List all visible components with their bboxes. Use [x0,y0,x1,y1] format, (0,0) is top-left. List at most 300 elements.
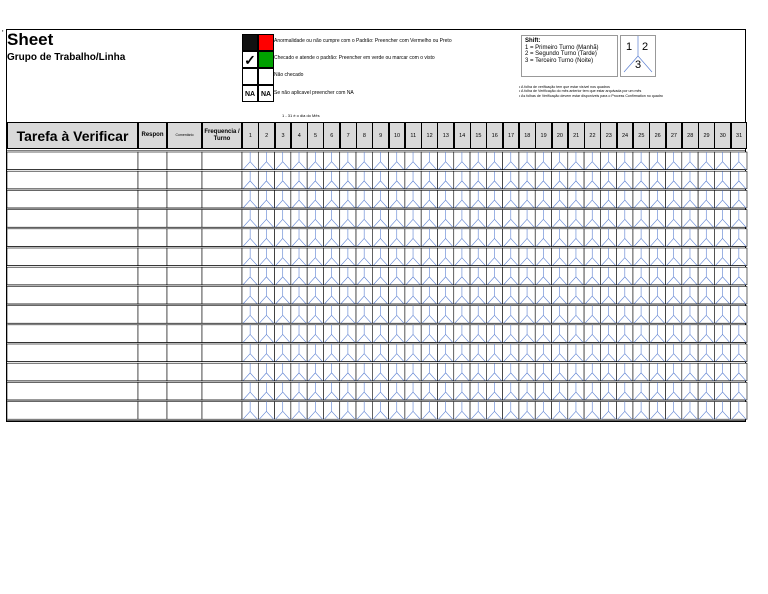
day-cell-23[interactable] [600,248,616,266]
day-cell-3[interactable] [275,210,291,228]
day-cell-19[interactable] [535,267,551,285]
day-cell-12[interactable] [421,382,437,400]
day-cell-4[interactable] [291,363,307,381]
day-cell-7[interactable] [340,229,356,247]
day-cell-14[interactable] [454,267,470,285]
day-cell-11[interactable] [405,402,421,420]
frequencia-cell[interactable] [202,344,242,362]
day-cell-18[interactable] [519,306,535,324]
day-cell-12[interactable] [421,344,437,362]
day-cell-25[interactable] [633,267,649,285]
day-cell-21[interactable] [568,267,584,285]
day-cell-10[interactable] [389,306,405,324]
comentario-cell[interactable] [167,190,202,208]
day-cell-29[interactable] [698,210,714,228]
day-cell-17[interactable] [503,363,519,381]
day-cell-16[interactable] [486,382,502,400]
day-cell-7[interactable] [340,306,356,324]
day-cell-10[interactable] [389,229,405,247]
day-cell-18[interactable] [519,152,535,170]
day-cell-29[interactable] [698,325,714,343]
day-cell-14[interactable] [454,210,470,228]
day-cell-31[interactable] [731,325,747,343]
day-cell-13[interactable] [437,402,453,420]
day-cell-3[interactable] [275,344,291,362]
day-cell-6[interactable] [323,344,339,362]
day-cell-24[interactable] [617,152,633,170]
day-cell-23[interactable] [600,267,616,285]
day-cell-11[interactable] [405,152,421,170]
day-cell-28[interactable] [682,382,698,400]
day-cell-23[interactable] [600,210,616,228]
day-cell-2[interactable] [258,190,274,208]
day-cell-14[interactable] [454,382,470,400]
day-cell-9[interactable] [372,344,388,362]
day-cell-8[interactable] [356,190,372,208]
day-cell-11[interactable] [405,171,421,189]
respon-cell[interactable] [138,267,167,285]
day-cell-20[interactable] [552,171,568,189]
day-cell-4[interactable] [291,325,307,343]
day-cell-28[interactable] [682,325,698,343]
day-cell-29[interactable] [698,267,714,285]
day-cell-14[interactable] [454,325,470,343]
day-cell-11[interactable] [405,267,421,285]
day-cell-12[interactable] [421,210,437,228]
day-cell-21[interactable] [568,152,584,170]
day-cell-24[interactable] [617,171,633,189]
day-cell-2[interactable] [258,267,274,285]
day-cell-21[interactable] [568,402,584,420]
day-cell-17[interactable] [503,152,519,170]
respon-cell[interactable] [138,190,167,208]
day-cell-18[interactable] [519,382,535,400]
day-cell-5[interactable] [307,210,323,228]
day-cell-20[interactable] [552,229,568,247]
day-cell-1[interactable] [242,325,258,343]
day-cell-21[interactable] [568,382,584,400]
day-cell-3[interactable] [275,325,291,343]
day-cell-11[interactable] [405,382,421,400]
day-cell-23[interactable] [600,286,616,304]
day-cell-27[interactable] [666,382,682,400]
day-cell-25[interactable] [633,325,649,343]
day-cell-23[interactable] [600,325,616,343]
day-cell-8[interactable] [356,286,372,304]
day-cell-27[interactable] [666,152,682,170]
day-cell-5[interactable] [307,171,323,189]
day-cell-13[interactable] [437,229,453,247]
day-cell-26[interactable] [649,190,665,208]
day-cell-28[interactable] [682,229,698,247]
respon-cell[interactable] [138,286,167,304]
day-cell-26[interactable] [649,363,665,381]
day-cell-10[interactable] [389,248,405,266]
day-cell-13[interactable] [437,382,453,400]
day-cell-26[interactable] [649,382,665,400]
day-cell-22[interactable] [584,402,600,420]
day-cell-15[interactable] [470,363,486,381]
day-cell-20[interactable] [552,286,568,304]
day-cell-6[interactable] [323,152,339,170]
day-cell-13[interactable] [437,248,453,266]
day-cell-4[interactable] [291,402,307,420]
day-cell-24[interactable] [617,306,633,324]
task-cell[interactable] [7,382,138,400]
day-cell-24[interactable] [617,229,633,247]
day-cell-12[interactable] [421,306,437,324]
day-cell-6[interactable] [323,382,339,400]
day-cell-31[interactable] [731,363,747,381]
day-cell-22[interactable] [584,190,600,208]
day-cell-25[interactable] [633,152,649,170]
day-cell-6[interactable] [323,306,339,324]
day-cell-31[interactable] [731,344,747,362]
day-cell-16[interactable] [486,286,502,304]
day-cell-10[interactable] [389,286,405,304]
day-cell-22[interactable] [584,171,600,189]
day-cell-19[interactable] [535,190,551,208]
comentario-cell[interactable] [167,210,202,228]
day-cell-7[interactable] [340,171,356,189]
day-cell-6[interactable] [323,190,339,208]
day-cell-17[interactable] [503,402,519,420]
day-cell-18[interactable] [519,248,535,266]
day-cell-10[interactable] [389,382,405,400]
day-cell-20[interactable] [552,325,568,343]
day-cell-31[interactable] [731,402,747,420]
day-cell-28[interactable] [682,171,698,189]
respon-cell[interactable] [138,306,167,324]
day-cell-15[interactable] [470,210,486,228]
day-cell-9[interactable] [372,229,388,247]
day-cell-14[interactable] [454,171,470,189]
day-cell-25[interactable] [633,190,649,208]
day-cell-22[interactable] [584,306,600,324]
comentario-cell[interactable] [167,402,202,420]
day-cell-1[interactable] [242,171,258,189]
day-cell-21[interactable] [568,363,584,381]
day-cell-18[interactable] [519,171,535,189]
respon-cell[interactable] [138,171,167,189]
day-cell-7[interactable] [340,210,356,228]
day-cell-1[interactable] [242,248,258,266]
day-cell-23[interactable] [600,344,616,362]
day-cell-27[interactable] [666,171,682,189]
day-cell-2[interactable] [258,248,274,266]
respon-cell[interactable] [138,152,167,170]
day-cell-8[interactable] [356,229,372,247]
day-cell-22[interactable] [584,286,600,304]
day-cell-15[interactable] [470,325,486,343]
day-cell-4[interactable] [291,190,307,208]
day-cell-23[interactable] [600,171,616,189]
frequencia-cell[interactable] [202,267,242,285]
day-cell-10[interactable] [389,325,405,343]
day-cell-31[interactable] [731,152,747,170]
day-cell-9[interactable] [372,286,388,304]
comentario-cell[interactable] [167,325,202,343]
day-cell-16[interactable] [486,248,502,266]
day-cell-20[interactable] [552,306,568,324]
day-cell-27[interactable] [666,229,682,247]
day-cell-29[interactable] [698,306,714,324]
day-cell-2[interactable] [258,382,274,400]
day-cell-28[interactable] [682,248,698,266]
day-cell-19[interactable] [535,171,551,189]
day-cell-19[interactable] [535,402,551,420]
day-cell-19[interactable] [535,152,551,170]
day-cell-5[interactable] [307,325,323,343]
day-cell-11[interactable] [405,344,421,362]
day-cell-30[interactable] [714,344,730,362]
task-cell[interactable] [7,363,138,381]
day-cell-11[interactable] [405,325,421,343]
day-cell-8[interactable] [356,325,372,343]
day-cell-15[interactable] [470,171,486,189]
day-cell-28[interactable] [682,306,698,324]
day-cell-28[interactable] [682,286,698,304]
day-cell-20[interactable] [552,248,568,266]
day-cell-5[interactable] [307,382,323,400]
day-cell-28[interactable] [682,210,698,228]
day-cell-6[interactable] [323,171,339,189]
day-cell-23[interactable] [600,402,616,420]
day-cell-9[interactable] [372,267,388,285]
day-cell-22[interactable] [584,210,600,228]
day-cell-20[interactable] [552,152,568,170]
day-cell-8[interactable] [356,267,372,285]
day-cell-16[interactable] [486,171,502,189]
day-cell-27[interactable] [666,267,682,285]
day-cell-14[interactable] [454,363,470,381]
day-cell-4[interactable] [291,229,307,247]
day-cell-27[interactable] [666,286,682,304]
task-cell[interactable] [7,171,138,189]
day-cell-31[interactable] [731,229,747,247]
frequencia-cell[interactable] [202,152,242,170]
day-cell-9[interactable] [372,171,388,189]
day-cell-24[interactable] [617,190,633,208]
day-cell-31[interactable] [731,190,747,208]
day-cell-9[interactable] [372,402,388,420]
day-cell-12[interactable] [421,267,437,285]
day-cell-15[interactable] [470,286,486,304]
day-cell-7[interactable] [340,363,356,381]
day-cell-1[interactable] [242,306,258,324]
day-cell-28[interactable] [682,152,698,170]
day-cell-30[interactable] [714,171,730,189]
day-cell-13[interactable] [437,152,453,170]
day-cell-19[interactable] [535,286,551,304]
day-cell-29[interactable] [698,229,714,247]
day-cell-29[interactable] [698,286,714,304]
day-cell-9[interactable] [372,210,388,228]
day-cell-9[interactable] [372,325,388,343]
day-cell-26[interactable] [649,267,665,285]
day-cell-24[interactable] [617,363,633,381]
day-cell-23[interactable] [600,363,616,381]
day-cell-22[interactable] [584,229,600,247]
comentario-cell[interactable] [167,382,202,400]
frequencia-cell[interactable] [202,171,242,189]
day-cell-20[interactable] [552,363,568,381]
task-cell[interactable] [7,190,138,208]
day-cell-25[interactable] [633,210,649,228]
day-cell-16[interactable] [486,363,502,381]
day-cell-10[interactable] [389,190,405,208]
day-cell-23[interactable] [600,306,616,324]
day-cell-15[interactable] [470,382,486,400]
day-cell-21[interactable] [568,325,584,343]
day-cell-15[interactable] [470,248,486,266]
day-cell-8[interactable] [356,402,372,420]
day-cell-24[interactable] [617,382,633,400]
comentario-cell[interactable] [167,171,202,189]
day-cell-25[interactable] [633,171,649,189]
day-cell-16[interactable] [486,306,502,324]
day-cell-12[interactable] [421,248,437,266]
day-cell-8[interactable] [356,382,372,400]
day-cell-3[interactable] [275,190,291,208]
day-cell-2[interactable] [258,152,274,170]
day-cell-18[interactable] [519,190,535,208]
day-cell-10[interactable] [389,210,405,228]
day-cell-28[interactable] [682,363,698,381]
day-cell-6[interactable] [323,248,339,266]
day-cell-9[interactable] [372,306,388,324]
day-cell-7[interactable] [340,152,356,170]
respon-cell[interactable] [138,363,167,381]
comentario-cell[interactable] [167,286,202,304]
day-cell-3[interactable] [275,152,291,170]
day-cell-18[interactable] [519,229,535,247]
day-cell-29[interactable] [698,248,714,266]
day-cell-18[interactable] [519,325,535,343]
day-cell-26[interactable] [649,344,665,362]
day-cell-25[interactable] [633,344,649,362]
day-cell-19[interactable] [535,325,551,343]
day-cell-24[interactable] [617,286,633,304]
day-cell-6[interactable] [323,267,339,285]
day-cell-1[interactable] [242,152,258,170]
day-cell-7[interactable] [340,190,356,208]
day-cell-4[interactable] [291,171,307,189]
day-cell-25[interactable] [633,248,649,266]
day-cell-1[interactable] [242,382,258,400]
day-cell-22[interactable] [584,248,600,266]
day-cell-2[interactable] [258,402,274,420]
day-cell-4[interactable] [291,267,307,285]
day-cell-17[interactable] [503,306,519,324]
day-cell-17[interactable] [503,248,519,266]
day-cell-18[interactable] [519,286,535,304]
day-cell-7[interactable] [340,248,356,266]
day-cell-9[interactable] [372,363,388,381]
day-cell-7[interactable] [340,267,356,285]
task-cell[interactable] [7,267,138,285]
day-cell-13[interactable] [437,363,453,381]
day-cell-23[interactable] [600,152,616,170]
day-cell-19[interactable] [535,306,551,324]
day-cell-3[interactable] [275,306,291,324]
day-cell-22[interactable] [584,382,600,400]
day-cell-26[interactable] [649,171,665,189]
day-cell-25[interactable] [633,402,649,420]
day-cell-2[interactable] [258,306,274,324]
day-cell-5[interactable] [307,286,323,304]
day-cell-1[interactable] [242,229,258,247]
comentario-cell[interactable] [167,229,202,247]
day-cell-19[interactable] [535,344,551,362]
day-cell-14[interactable] [454,344,470,362]
day-cell-16[interactable] [486,210,502,228]
day-cell-3[interactable] [275,267,291,285]
task-cell[interactable] [7,229,138,247]
day-cell-5[interactable] [307,248,323,266]
day-cell-21[interactable] [568,344,584,362]
day-cell-30[interactable] [714,210,730,228]
day-cell-22[interactable] [584,325,600,343]
day-cell-30[interactable] [714,325,730,343]
day-cell-2[interactable] [258,171,274,189]
day-cell-2[interactable] [258,344,274,362]
frequencia-cell[interactable] [202,402,242,420]
day-cell-20[interactable] [552,402,568,420]
day-cell-10[interactable] [389,152,405,170]
day-cell-29[interactable] [698,152,714,170]
respon-cell[interactable] [138,382,167,400]
day-cell-25[interactable] [633,286,649,304]
day-cell-19[interactable] [535,248,551,266]
day-cell-16[interactable] [486,344,502,362]
day-cell-1[interactable] [242,402,258,420]
day-cell-12[interactable] [421,363,437,381]
day-cell-18[interactable] [519,402,535,420]
comentario-cell[interactable] [167,267,202,285]
day-cell-11[interactable] [405,363,421,381]
frequencia-cell[interactable] [202,382,242,400]
day-cell-30[interactable] [714,363,730,381]
day-cell-27[interactable] [666,402,682,420]
day-cell-22[interactable] [584,267,600,285]
day-cell-21[interactable] [568,248,584,266]
day-cell-1[interactable] [242,363,258,381]
respon-cell[interactable] [138,248,167,266]
task-cell[interactable] [7,402,138,420]
day-cell-7[interactable] [340,344,356,362]
day-cell-25[interactable] [633,229,649,247]
task-cell[interactable] [7,344,138,362]
day-cell-17[interactable] [503,171,519,189]
day-cell-27[interactable] [666,210,682,228]
day-cell-8[interactable] [356,363,372,381]
day-cell-18[interactable] [519,344,535,362]
frequencia-cell[interactable] [202,286,242,304]
day-cell-20[interactable] [552,210,568,228]
day-cell-16[interactable] [486,402,502,420]
day-cell-26[interactable] [649,152,665,170]
day-cell-16[interactable] [486,190,502,208]
day-cell-2[interactable] [258,210,274,228]
day-cell-10[interactable] [389,402,405,420]
frequencia-cell[interactable] [202,363,242,381]
day-cell-30[interactable] [714,190,730,208]
day-cell-7[interactable] [340,402,356,420]
task-cell[interactable] [7,325,138,343]
day-cell-31[interactable] [731,286,747,304]
day-cell-11[interactable] [405,286,421,304]
